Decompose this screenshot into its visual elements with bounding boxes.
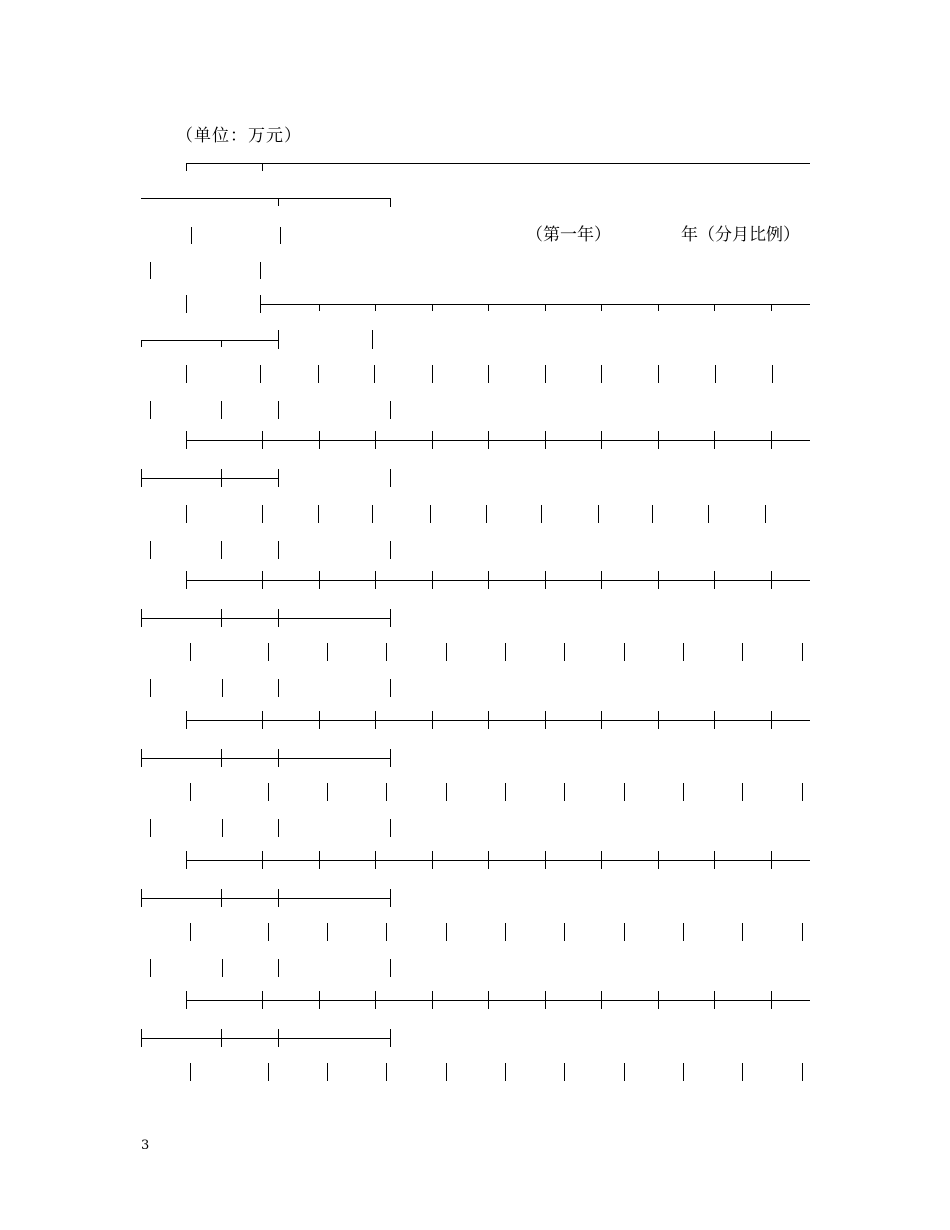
rule-cross — [771, 991, 772, 1009]
rule-cross — [319, 571, 320, 589]
empty-cell-separator — [624, 923, 625, 941]
table-separator — [260, 262, 261, 279]
table-separator — [658, 365, 659, 383]
rule-cross — [545, 711, 546, 729]
empty-cell-separator — [268, 1063, 269, 1081]
empty-cell-separator — [446, 643, 447, 661]
rule-tick — [186, 851, 187, 869]
rule-cross — [545, 431, 546, 449]
table-separator — [541, 505, 542, 523]
table-corner-mark — [278, 198, 279, 206]
empty-cell-separator — [150, 819, 151, 837]
table-rule — [141, 340, 278, 341]
table-separator — [545, 365, 546, 383]
table-rule — [141, 1038, 390, 1039]
rule-tick — [390, 1029, 391, 1047]
table-rule — [141, 478, 278, 479]
empty-cell-separator — [505, 1063, 506, 1081]
rule-cross — [432, 571, 433, 589]
table-corner-mark — [186, 163, 187, 171]
table-rule — [186, 860, 810, 861]
empty-cell-separator — [327, 643, 328, 661]
rule-cross — [601, 851, 602, 869]
empty-cell-separator — [386, 643, 387, 661]
empty-cell-separator — [564, 643, 565, 661]
table-separator — [432, 365, 433, 383]
table-separator — [390, 541, 391, 559]
rule-tick — [658, 304, 659, 311]
table-top-rule — [141, 198, 390, 199]
rule-cross — [221, 609, 222, 627]
table-separator — [191, 227, 192, 244]
rule-cross — [714, 431, 715, 449]
table-separator — [278, 541, 279, 559]
table-rule — [186, 1000, 810, 1001]
empty-cell-separator — [683, 923, 684, 941]
rule-tick — [771, 304, 772, 311]
rule-cross — [432, 711, 433, 729]
table-separator — [318, 365, 319, 383]
empty-cell-separator — [505, 783, 506, 801]
rule-cross — [141, 469, 142, 487]
rule-cross — [262, 991, 263, 1009]
empty-cell-separator — [446, 923, 447, 941]
rule-cross — [601, 571, 602, 589]
rule-cross — [375, 991, 376, 1009]
empty-cell-separator — [390, 819, 391, 837]
rule-cross — [319, 711, 320, 729]
rule-cross — [601, 991, 602, 1009]
empty-cell-separator — [190, 1063, 191, 1081]
rule-cross — [432, 991, 433, 1009]
table-separator — [486, 505, 487, 523]
rule-tick — [278, 330, 279, 349]
empty-cell-separator — [505, 923, 506, 941]
empty-cell-separator — [278, 959, 279, 977]
rule-cross — [714, 571, 715, 589]
rule-cross — [771, 711, 772, 729]
table-rule — [260, 304, 810, 305]
header-monthly-ratio: 年（分月比例） — [681, 225, 800, 245]
empty-cell-separator — [683, 783, 684, 801]
rule-cross — [488, 431, 489, 449]
table-separator — [262, 505, 263, 523]
table-rule — [186, 580, 810, 581]
table-separator — [390, 401, 391, 419]
rule-cross — [658, 571, 659, 589]
empty-cell-separator — [742, 923, 743, 941]
empty-cell-separator — [268, 923, 269, 941]
table-separator — [765, 505, 766, 523]
table-separator — [598, 505, 599, 523]
table-separator — [715, 365, 716, 383]
rule-cross — [319, 851, 320, 869]
rule-tick — [375, 304, 376, 311]
rule-tick — [432, 304, 433, 311]
table-separator — [186, 365, 187, 383]
rule-cross — [432, 851, 433, 869]
rule-cross — [658, 711, 659, 729]
table-separator — [772, 365, 773, 383]
rule-cross — [488, 711, 489, 729]
rule-cross — [221, 1029, 222, 1047]
rule-tick — [186, 571, 187, 589]
rule-cross — [601, 711, 602, 729]
rule-cross — [714, 851, 715, 869]
unit-label: （单位：万元） — [176, 126, 302, 146]
table-separator — [150, 541, 151, 559]
rule-tick — [714, 304, 715, 311]
rule-cross — [375, 431, 376, 449]
rule-cross — [771, 571, 772, 589]
rule-tick — [390, 609, 391, 627]
empty-cell-separator — [446, 1063, 447, 1081]
rule-cross — [262, 851, 263, 869]
rule-cross — [278, 1029, 279, 1047]
table-separator — [601, 365, 602, 383]
rule-cross — [221, 749, 222, 767]
empty-cell-separator — [390, 959, 391, 977]
empty-cell-separator — [190, 923, 191, 941]
empty-cell-separator — [327, 783, 328, 801]
table-separator — [374, 365, 375, 383]
empty-cell-separator — [624, 783, 625, 801]
empty-cell-separator — [564, 923, 565, 941]
rule-cross — [658, 991, 659, 1009]
table-separator — [186, 505, 187, 523]
table-rule — [141, 758, 390, 759]
empty-cell-separator — [150, 959, 151, 977]
table-separator — [652, 505, 653, 523]
empty-cell-separator — [222, 679, 223, 697]
rule-cross — [262, 431, 263, 449]
rule-cross — [714, 711, 715, 729]
rule-cross — [278, 889, 279, 907]
table-rule — [141, 618, 390, 619]
rule-tick — [319, 304, 320, 311]
empty-cell-separator — [802, 643, 803, 661]
rule-tick — [390, 889, 391, 907]
rule-tick — [186, 991, 187, 1009]
table-separator — [186, 295, 187, 313]
empty-cell-separator — [327, 1063, 328, 1081]
rule-cross — [375, 711, 376, 729]
table-top-rule — [186, 163, 810, 164]
rule-cross — [262, 571, 263, 589]
empty-cell-separator — [505, 643, 506, 661]
empty-cell-separator — [802, 1063, 803, 1081]
table-separator — [278, 401, 279, 419]
empty-cell-separator — [802, 783, 803, 801]
rule-cross — [545, 991, 546, 1009]
empty-cell-separator — [446, 783, 447, 801]
empty-cell-separator — [278, 679, 279, 697]
rule-tick — [221, 340, 222, 347]
table-separator — [150, 401, 151, 419]
rule-cross — [488, 991, 489, 1009]
empty-cell-separator — [624, 643, 625, 661]
empty-cell-separator — [222, 819, 223, 837]
empty-cell-separator — [190, 643, 191, 661]
rule-cross — [545, 851, 546, 869]
rule-cross — [658, 851, 659, 869]
rule-cross — [714, 991, 715, 1009]
empty-cell-separator — [386, 783, 387, 801]
rule-cross — [488, 851, 489, 869]
empty-cell-separator — [742, 643, 743, 661]
empty-cell-separator — [386, 923, 387, 941]
rule-cross — [771, 431, 772, 449]
empty-cell-separator — [190, 783, 191, 801]
empty-cell-separator — [268, 643, 269, 661]
rule-tick — [488, 304, 489, 311]
table-separator — [221, 541, 222, 559]
rule-cross — [278, 609, 279, 627]
empty-cell-separator — [268, 783, 269, 801]
table-separator — [372, 330, 373, 349]
empty-cell-separator — [683, 643, 684, 661]
table-rule — [141, 898, 390, 899]
table-rule — [186, 440, 810, 441]
rule-tick — [186, 711, 187, 729]
table-rule — [186, 720, 810, 721]
rule-tick — [545, 304, 546, 311]
rule-cross — [141, 1029, 142, 1047]
rule-cross — [658, 431, 659, 449]
rule-cross — [545, 571, 546, 589]
table-separator — [280, 227, 281, 244]
rule-cross — [601, 431, 602, 449]
empty-cell-separator — [386, 1063, 387, 1081]
empty-cell-separator — [624, 1063, 625, 1081]
empty-cell-separator — [802, 923, 803, 941]
table-separator — [318, 505, 319, 523]
empty-cell-separator — [683, 1063, 684, 1081]
table-separator — [221, 401, 222, 419]
rule-cross — [771, 851, 772, 869]
rule-cross — [262, 711, 263, 729]
table-separator — [430, 505, 431, 523]
rule-cross — [221, 469, 222, 487]
table-separator — [260, 365, 261, 383]
rule-cross — [221, 889, 222, 907]
empty-cell-separator — [564, 783, 565, 801]
empty-cell-separator — [742, 783, 743, 801]
rule-tick — [278, 469, 279, 487]
rule-cross — [278, 749, 279, 767]
rule-tick — [186, 431, 187, 449]
rule-cross — [141, 889, 142, 907]
empty-cell-separator — [278, 819, 279, 837]
rule-tick — [601, 304, 602, 311]
rule-cross — [319, 991, 320, 1009]
rule-cross — [432, 431, 433, 449]
rule-cross — [141, 749, 142, 767]
table-corner-mark — [262, 163, 263, 171]
empty-cell-separator — [390, 679, 391, 697]
table-separator — [372, 505, 373, 523]
rule-cross — [319, 431, 320, 449]
table-separator — [390, 469, 391, 487]
empty-cell-separator — [327, 923, 328, 941]
rule-cross — [488, 571, 489, 589]
page-number: 3 — [141, 1138, 150, 1153]
table-separator — [488, 365, 489, 383]
empty-cell-separator — [222, 959, 223, 977]
rule-cross — [141, 609, 142, 627]
table-separator — [150, 262, 151, 279]
rule-cross — [375, 851, 376, 869]
header-year: （第一年） — [526, 225, 611, 245]
empty-cell-separator — [564, 1063, 565, 1081]
empty-cell-separator — [150, 679, 151, 697]
empty-cell-separator — [742, 1063, 743, 1081]
rule-tick — [141, 340, 142, 347]
rule-cross — [375, 571, 376, 589]
rule-tick — [390, 749, 391, 767]
header-year-line — [526, 227, 800, 244]
table-separator — [708, 505, 709, 523]
table-corner-mark — [390, 198, 391, 207]
